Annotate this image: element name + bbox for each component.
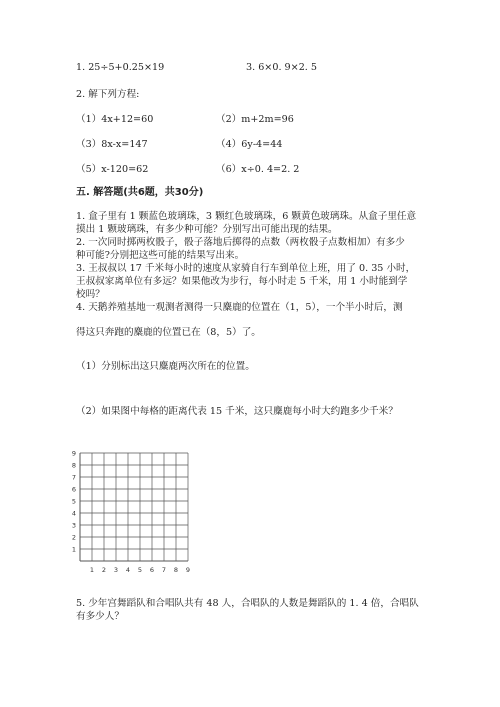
equations-heading: 2. 解下列方程: [76, 89, 140, 100]
coordinate-grid-svg [68, 448, 208, 578]
problem-4-sub-2: （2）如果图中每格的距离代表 15 千米，这只麋鹿每小时大约跑多少千米？ [76, 406, 398, 417]
problem-1-line-1: 1. 盒子里有 1 颗蓝色玻璃珠，3 颗红色玻璃珠，6 颗黄色玻璃珠。从盒子里任意 [76, 211, 417, 222]
grid-y-label: 3 [71, 521, 76, 530]
calc-q1: 1. 25÷5+0.25×19 [76, 62, 165, 73]
problem-5-line-1: 5. 少年宫舞蹈队和合唱队共有 48 人，合唱队的人数是舞蹈队的 1. 4 倍，合唱队 [76, 598, 419, 609]
grid-y-label: 8 [71, 461, 76, 470]
grid-y-label: 6 [71, 485, 76, 494]
grid-y-label: 4 [71, 509, 76, 518]
grid-x-label: 2 [101, 566, 107, 574]
coordinate-grid [68, 448, 208, 578]
grid-x-label: 8 [173, 566, 179, 574]
problem-4-line-1: 4. 天鹅养殖基地一观测者测得一只麋鹿的位置在（1，5），一个半小时后，测 [76, 302, 403, 313]
calc-q2: 3. 6×0. 9×2. 5 [246, 62, 317, 73]
grid-x-label: 4 [125, 566, 131, 574]
grid-y-label: 1 [71, 545, 76, 554]
equation-5: （5）x-120=62 [76, 164, 149, 175]
grid-x-label: 7 [161, 566, 167, 574]
problem-1-line-2: 摸出 1 颗玻璃珠，有多少种可能？分别写出可能出现的结果。 [76, 224, 338, 235]
equation-3: （3）8x-x=147 [76, 139, 148, 150]
grid-x-label: 3 [113, 566, 119, 574]
section-title: 五. 解答题(共6题，共30分) [76, 187, 204, 198]
grid-y-label: 5 [71, 497, 76, 506]
problem-4-line-2: 得这只奔跑的麋鹿的位置已在（8，5）了。 [76, 327, 261, 338]
grid-y-label: 9 [71, 449, 76, 458]
grid-y-label: 2 [71, 533, 76, 542]
equation-6: （6）x÷0. 4=2. 2 [216, 164, 300, 175]
problem-5-line-2: 有多少人？ [76, 611, 124, 622]
grid-x-label: 5 [137, 566, 143, 574]
equation-1: （1）4x+12=60 [76, 114, 154, 125]
grid-y-label: 7 [71, 473, 76, 482]
equation-2: （2）m+2m=96 [216, 114, 294, 125]
problem-4-sub-1: （1）分别标出这只麋鹿两次所在的位置。 [76, 361, 255, 372]
problem-2-line-2: 种可能?分别把这些可能的结果写出来。 [76, 250, 245, 261]
grid-x-label: 9 [185, 566, 191, 574]
problem-3-line-3: 校吗？ [76, 289, 105, 300]
grid-x-label: 6 [149, 566, 155, 574]
equation-4: （4）6y-4=44 [216, 139, 283, 150]
problem-3-line-1: 3. 王叔叔以 17 千米每小时的速度从家骑自行车到单位上班，用了 0. 35 小时， [76, 263, 416, 274]
problem-3-line-2: 王叔叔家离单位有多远？如果他改为步行，每小时走 5 千米，用 1 小时能到学 [76, 276, 408, 287]
grid-x-label: 1 [89, 566, 95, 574]
problem-2-line-1: 2. 一次同时掷两枚骰子，骰子落地后掷得的点数（两枚骰子点数相加）有多少 [76, 237, 405, 248]
